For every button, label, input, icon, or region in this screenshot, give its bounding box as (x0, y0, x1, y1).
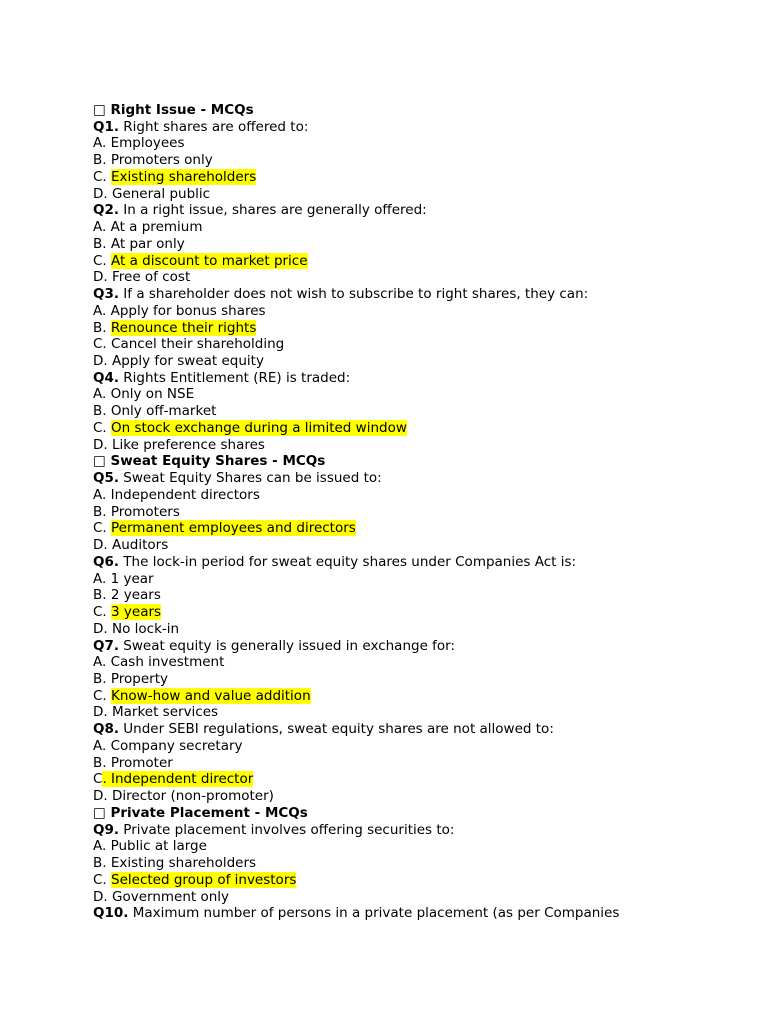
option-line (93, 771, 733, 788)
option-line (93, 571, 733, 588)
option-line (93, 219, 733, 236)
question-text: The lock-in period for sweat equity shares under Companies Act is: (119, 553, 577, 570)
option-line (93, 504, 733, 521)
option-text: Only on NSE (110, 386, 195, 403)
option-letter: B. (93, 754, 111, 771)
option-line (93, 253, 733, 270)
document-body (93, 102, 733, 922)
section-title: Private Placement - MCQs (110, 804, 308, 821)
option-line (93, 604, 733, 621)
question-number: Q10. (93, 905, 129, 922)
correct-answer-highlight: Know-how and value addition (111, 687, 311, 704)
question-number: Q9. (93, 821, 119, 838)
option-line (93, 671, 733, 688)
section-title: Sweat Equity Shares - MCQs (110, 453, 326, 470)
option-text: Free of cost (111, 269, 191, 286)
correct-answer-highlight: Renounce their rights (110, 319, 257, 336)
correct-answer-highlight: 3 years (111, 604, 162, 621)
option-letter: D. (93, 788, 112, 805)
question-text: In a right issue, shares are generally offered: (119, 202, 427, 219)
correct-answer-highlight: . Independent director (102, 771, 254, 788)
option-line (93, 437, 733, 454)
option-text: Employees (110, 135, 185, 152)
option-text: Apply for bonus shares (110, 302, 266, 319)
placeholder-box-icon: □ (93, 453, 106, 470)
option-letter: B. (93, 855, 111, 872)
option-line (93, 838, 733, 855)
question-number: Q4. (93, 369, 119, 386)
correct-answer-highlight: On stock exchange during a limited window (111, 419, 407, 436)
option-line (93, 353, 733, 370)
option-text: Independent directors (110, 486, 260, 503)
option-letter: A. (93, 386, 111, 403)
option-letter: D. (93, 704, 112, 721)
section-title: Right Issue - MCQs (110, 102, 254, 118)
option-letter: D. (93, 620, 112, 637)
option-text: Cancel their shareholding (111, 336, 285, 353)
option-text: Property (110, 670, 168, 687)
question-line (93, 822, 733, 839)
option-letter: D. (93, 888, 112, 905)
option-letter: B. (93, 319, 111, 336)
option-line (93, 788, 733, 805)
option-letter: D. (93, 269, 112, 286)
option-text: At par only (110, 235, 185, 252)
option-text: No lock-in (111, 620, 180, 637)
question-text: Right shares are offered to: (119, 118, 309, 135)
placeholder-box-icon: □ (93, 102, 106, 118)
option-line (93, 755, 733, 772)
option-text: Company secretary (110, 737, 243, 754)
question-number: Q3. (93, 286, 119, 303)
question-text: Private placement involves offering securities to: (119, 821, 455, 838)
option-letter: B. (93, 235, 111, 252)
option-line (93, 386, 733, 403)
option-letter: A. (93, 838, 111, 855)
section-heading (93, 805, 733, 822)
option-letter: C. (93, 419, 112, 436)
option-line (93, 269, 733, 286)
option-letter: C. (93, 520, 112, 537)
option-text: Auditors (111, 537, 169, 554)
option-letter: A. (93, 570, 111, 587)
option-letter: C (93, 771, 103, 788)
option-line (93, 587, 733, 604)
correct-answer-highlight: Existing shareholders (111, 168, 257, 185)
option-line (93, 303, 733, 320)
option-line (93, 336, 733, 353)
question-line (93, 202, 733, 219)
option-text: 1 year (110, 570, 154, 587)
option-line (93, 621, 733, 638)
question-text: Under SEBI regulations, sweat equity shares are not allowed to: (119, 721, 554, 738)
question-text: Sweat equity is generally issued in exchange for: (119, 637, 456, 654)
option-text: Like preference shares (111, 436, 265, 453)
option-text: General public (111, 185, 211, 202)
question-line (93, 286, 733, 303)
option-text: 2 years (110, 587, 161, 604)
question-line (93, 554, 733, 571)
option-text: Only off-market (110, 403, 217, 420)
option-letter: D. (93, 353, 112, 370)
option-letter: B. (93, 503, 111, 520)
option-text: Promoters (110, 503, 180, 520)
option-line (93, 487, 733, 504)
option-line (93, 236, 733, 253)
question-text: If a shareholder does not wish to subscribe to right shares, they can: (119, 286, 589, 303)
option-text: Government only (111, 888, 230, 905)
option-letter: C. (93, 336, 112, 353)
option-line (93, 889, 733, 906)
option-line (93, 152, 733, 169)
option-letter: C. (93, 687, 112, 704)
placeholder-box-icon: □ (93, 804, 106, 821)
question-line (93, 119, 733, 136)
correct-answer-highlight: Permanent employees and directors (111, 520, 356, 537)
option-line (93, 186, 733, 203)
option-text: Promoter (110, 754, 173, 771)
option-letter: A. (93, 737, 111, 754)
option-letter: D. (93, 436, 112, 453)
option-text: Public at large (110, 838, 207, 855)
option-letter: C. (93, 252, 112, 269)
option-line (93, 403, 733, 420)
option-letter: B. (93, 587, 111, 604)
question-text: Maximum number of persons in a private placement (as per Companies (128, 905, 620, 922)
option-line (93, 738, 733, 755)
option-line (93, 855, 733, 872)
question-number: Q6. (93, 553, 119, 570)
question-number: Q1. (93, 118, 119, 135)
option-line (93, 704, 733, 721)
option-letter: A. (93, 654, 111, 671)
option-letter: C. (93, 604, 112, 621)
option-text: Apply for sweat equity (111, 353, 264, 370)
question-number: Q2. (93, 202, 119, 219)
option-line (93, 420, 733, 437)
option-line (93, 654, 733, 671)
option-letter: A. (93, 219, 111, 236)
section-heading (93, 102, 733, 119)
option-letter: A. (93, 302, 111, 319)
section-heading (93, 453, 733, 470)
option-text: Market services (111, 704, 219, 721)
question-number: Q5. (93, 470, 119, 487)
question-line (93, 370, 733, 387)
question-line (93, 638, 733, 655)
option-text: Existing shareholders (110, 855, 257, 872)
question-text: Rights Entitlement (RE) is traded: (119, 369, 351, 386)
question-line (93, 721, 733, 738)
option-letter: D. (93, 537, 112, 554)
option-letter: A. (93, 135, 111, 152)
option-letter: B. (93, 403, 111, 420)
option-line (93, 688, 733, 705)
option-letter: B. (93, 670, 111, 687)
correct-answer-highlight: At a discount to market price (111, 252, 308, 269)
option-line (93, 169, 733, 186)
option-line (93, 520, 733, 537)
correct-answer-highlight: Selected group of investors (111, 871, 297, 888)
option-line (93, 872, 733, 889)
option-letter: C. (93, 871, 112, 888)
option-letter: B. (93, 152, 111, 169)
question-line (93, 470, 733, 487)
option-text: Cash investment (110, 654, 225, 671)
option-text: At a premium (110, 219, 203, 236)
question-number: Q7. (93, 637, 119, 654)
option-text: Promoters only (110, 152, 213, 169)
option-letter: C. (93, 168, 112, 185)
option-line (93, 135, 733, 152)
option-line (93, 320, 733, 337)
option-text: Director (non-promoter) (111, 788, 274, 805)
question-number: Q8. (93, 721, 119, 738)
question-line (93, 905, 733, 922)
option-letter: A. (93, 486, 111, 503)
option-letter: D. (93, 185, 112, 202)
question-text: Sweat Equity Shares can be issued to: (119, 470, 382, 487)
option-line (93, 537, 733, 554)
